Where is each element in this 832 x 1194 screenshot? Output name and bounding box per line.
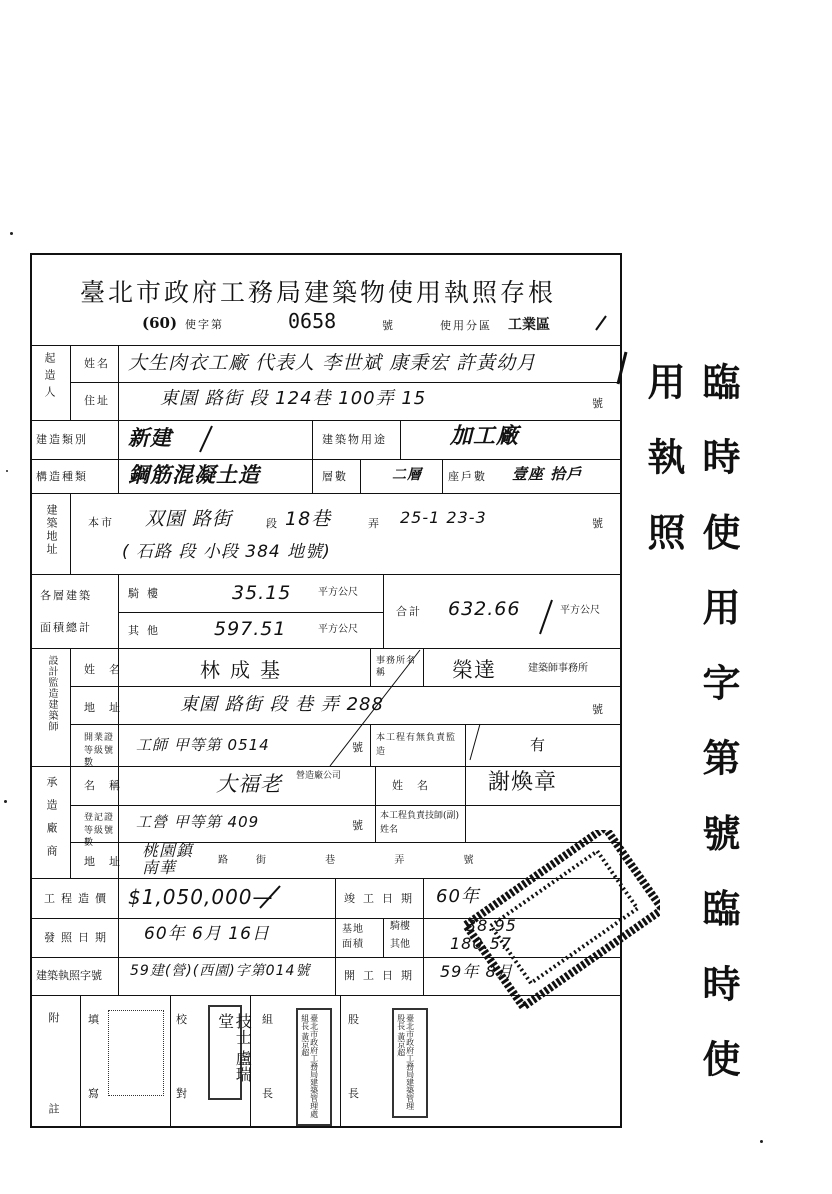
contractor-addr-label: 地址 xyxy=(84,855,134,868)
zone-value: 工業區 xyxy=(508,317,550,333)
applicant-addr-hao: 號 xyxy=(592,397,605,410)
site-road: 双園 路街 xyxy=(145,508,233,530)
start-label: 開工日期 xyxy=(344,969,420,982)
contractor-side-label: 承造廠商 xyxy=(45,776,58,868)
section-chief-stamp: 臺北市政府工務局建築管理股長 黃京超 xyxy=(392,1008,428,1118)
area-total-value: 632.66 xyxy=(448,598,521,620)
start-value: 59年 8月 xyxy=(440,962,514,981)
issue-value: 60年 6月 16日 xyxy=(144,924,270,944)
designer-addr-value: 東園 路街 段 巷 弄 288 xyxy=(180,694,384,715)
area-other-value: 597.51 xyxy=(214,618,287,640)
contractor-reg-label: 登記證等級號數 xyxy=(84,813,115,849)
chief-stamp: 臺北市政府工務局建築管理處組長 黃京超 xyxy=(296,1008,332,1126)
permit-number: 0658 xyxy=(288,309,337,333)
round-stamp xyxy=(460,830,660,1010)
designer-side-label: 設計監造建築師 xyxy=(46,655,57,732)
contractor-name-label: 名稱 xyxy=(84,779,134,792)
speck xyxy=(760,1140,763,1143)
site-duan: 段 xyxy=(266,517,279,530)
leader-top: 組 xyxy=(262,1013,275,1026)
applicant-addr-value: 東園 路街 段 124巷 100弄 15 xyxy=(160,388,427,409)
check-bottom: 對 xyxy=(176,1087,189,1100)
permit-year: (60) xyxy=(142,314,178,332)
permit-ref-label: 建築執照字號 xyxy=(36,969,102,982)
designer-supervise-label: 本工程有無負責監造 xyxy=(376,733,457,757)
site-lane: 18巷 xyxy=(285,508,332,530)
designer-office-label: 事務所名稱 xyxy=(376,656,417,678)
contractor-name-suffix: 營造廠公司 xyxy=(296,771,342,781)
site-hao: 號 xyxy=(592,517,605,530)
finish-label: 竣工日期 xyxy=(344,892,420,905)
zone-label: 使用分區 xyxy=(440,319,492,332)
fill-top: 填 xyxy=(88,1013,101,1026)
contractor-person-value: 謝煥章 xyxy=(488,770,558,795)
contractor-reg-value: 工營 甲等第 409 xyxy=(136,813,260,831)
site-val2: 180.57 xyxy=(450,934,512,953)
applicant-addr-label: 住址 xyxy=(84,394,110,407)
area-label-1: 各層建築 xyxy=(40,589,92,602)
permit-word: 使字第 xyxy=(185,318,224,331)
site-numbers: 25-1 23-3 xyxy=(400,508,487,527)
designer-name-value: 林成基 xyxy=(200,658,290,682)
speck xyxy=(10,232,13,235)
cost-label: 工程造價 xyxy=(44,892,112,905)
use-value: 加工廠 xyxy=(450,424,520,449)
contractor-person-label: 姓名 xyxy=(392,779,442,792)
permit-ref-value: 59建(營)(西園)字第014號 xyxy=(130,963,311,979)
designer-reg-hao: 號 xyxy=(352,741,365,754)
structure-value: 鋼筋混凝土造 xyxy=(128,463,260,487)
area-total-unit: 平方公尺 xyxy=(560,605,600,616)
category-value: 新建 xyxy=(128,426,172,450)
speck xyxy=(6,470,8,472)
cost-value: $1,050,000— xyxy=(128,885,274,909)
notes-side-label: 附註 xyxy=(47,1012,60,1194)
area-total-label: 合計 xyxy=(396,605,422,618)
check-top: 校 xyxy=(176,1013,189,1026)
area-other-unit: 平方公尺 xyxy=(318,624,358,635)
site-city: 本市 xyxy=(88,516,114,529)
designer-reg-label: 開業證等級號數 xyxy=(84,733,115,769)
issue-label: 發照日期 xyxy=(44,931,112,944)
structure-label: 構造種類 xyxy=(36,470,88,483)
designer-name-label: 姓名 xyxy=(84,663,134,676)
use-label: 建築物用途 xyxy=(322,433,387,446)
margin-stamp-text: 臨 時 使 用 字 第 號 臨 時 使 用 執 照 xyxy=(641,362,741,1090)
category-label: 建造類別 xyxy=(36,433,88,446)
site-side-label: 建築地址 xyxy=(45,504,58,556)
site-sub2: 其他 xyxy=(390,939,410,950)
site-lot-line: ( 石路 段 小段 384 地號) xyxy=(122,542,331,562)
area-floor-label: 騎樓 xyxy=(128,587,166,600)
leader-bottom: 長 xyxy=(262,1087,275,1100)
designer-office-suffix: 建築師事務所 xyxy=(528,663,588,674)
section-top: 股 xyxy=(348,1013,361,1026)
designer-addr-label: 地址 xyxy=(84,701,134,714)
contractor-name-value: 大福老 xyxy=(216,772,282,796)
contractor-addr-rest: 路街 巷 弄 號 xyxy=(218,855,502,866)
area-floor-unit: 平方公尺 xyxy=(318,587,358,598)
floors-label: 層數 xyxy=(322,470,348,483)
area-other-label: 其他 xyxy=(128,624,166,637)
form-title: 臺北市政府工務局建築物使用執照存根 xyxy=(80,278,557,307)
site-area-label: 基地面積 xyxy=(342,924,364,950)
area-label-2: 面積總計 xyxy=(40,621,92,634)
contractor-reg-hao: 號 xyxy=(352,819,365,832)
site-sub1: 騎樓 xyxy=(390,921,410,932)
section-bottom: 長 xyxy=(348,1087,361,1100)
site-val1: 38.95 xyxy=(466,916,517,935)
speck xyxy=(4,800,7,803)
applicant-name-label: 姓名 xyxy=(84,357,110,370)
site-alley: 弄 xyxy=(368,517,381,530)
floors-value: 二層 xyxy=(392,467,422,483)
finish-value: 60年 xyxy=(436,886,480,907)
designer-supervise-value: 有 xyxy=(530,736,547,754)
units-value: 壹座 拾戶 xyxy=(512,465,583,483)
contractor-addr-value: 桃園鎮 南華 xyxy=(142,841,194,877)
designer-office-value: 榮達 xyxy=(452,658,496,682)
applicant-name-value: 大生肉衣工廠 代表人 李世斌 康秉宏 許黃幼月 xyxy=(128,352,537,374)
applicant-side-label: 起造人 xyxy=(43,352,56,403)
fill-bottom: 寫 xyxy=(88,1087,101,1100)
designer-reg-value: 工師 甲等第 0514 xyxy=(136,736,270,754)
area-floor-value: 35.15 xyxy=(232,582,292,604)
permit-hao: 號 xyxy=(382,319,395,332)
designer-addr-hao: 號 xyxy=(592,703,605,716)
inspector-stamp: 技士 盧瑞堂 xyxy=(208,1005,242,1100)
units-label: 座戶數 xyxy=(448,470,487,483)
contractor-engineer-label: 本工程負責技師(副)姓名 xyxy=(380,811,460,835)
